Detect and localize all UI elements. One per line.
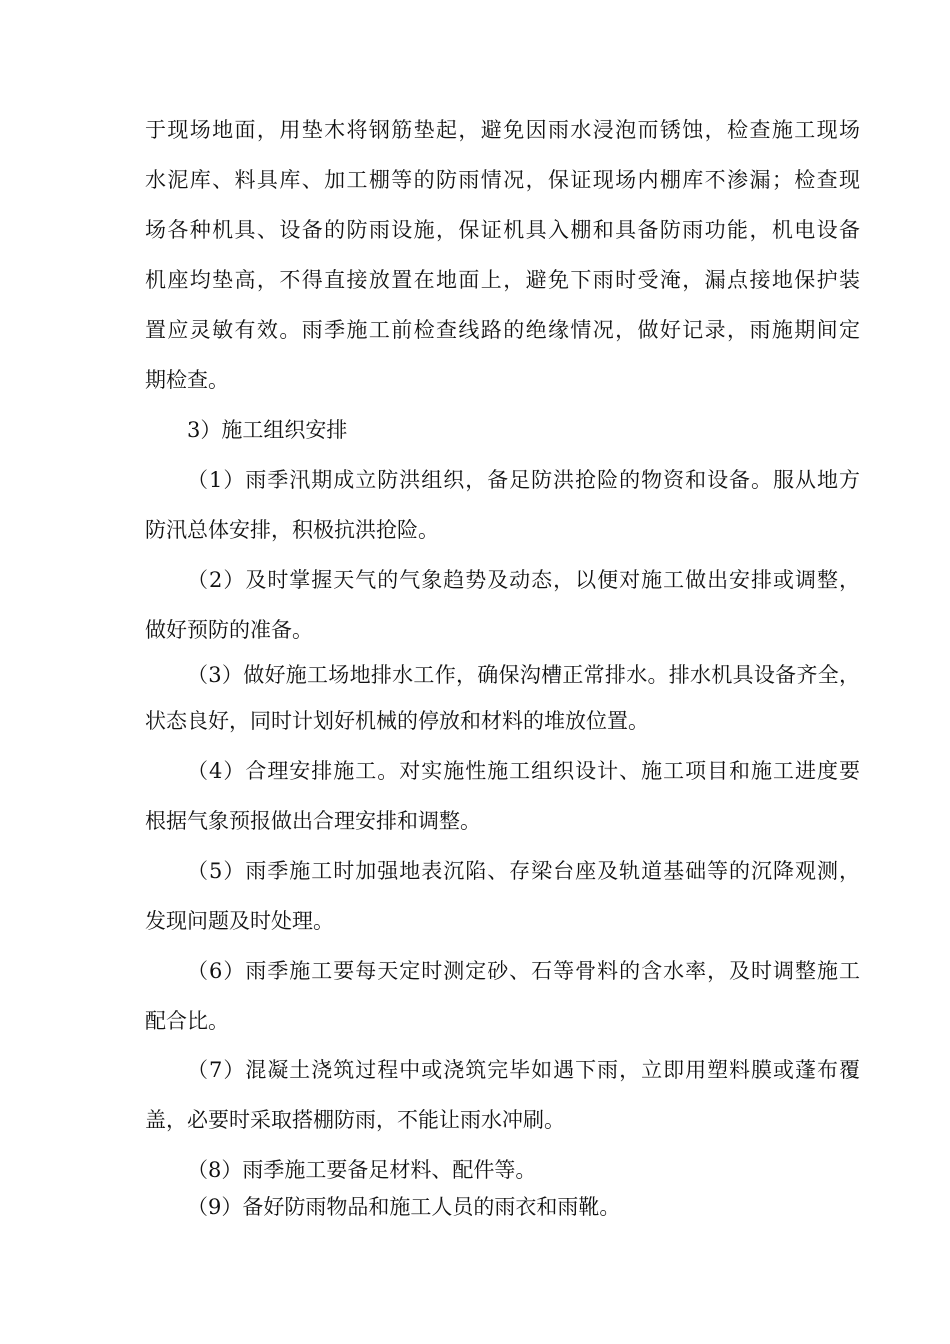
section-heading: 3）施工组织安排 — [187, 418, 348, 442]
text-line: 置应灵敏有效。雨季施工前检查线路的绝缘情况，做好记录，雨施期间定 — [145, 318, 860, 342]
text-line: （5）雨季施工时加强地表沉陷、存梁台座及轨道基础等的沉降观测， — [187, 859, 860, 883]
text-line: （9）备好防雨物品和施工人员的雨衣和雨靴。 — [187, 1195, 621, 1219]
text-line: 防汛总体安排，积极抗洪抢险。 — [145, 518, 439, 542]
text-line: （8）雨季施工要备足材料、配件等。 — [187, 1158, 537, 1182]
text-line: 状态良好，同时计划好机械的停放和材料的堆放位置。 — [145, 709, 649, 733]
text-line: （7）混凝土浇筑过程中或浇筑完毕如遇下雨，立即用塑料膜或蓬布覆 — [187, 1058, 860, 1082]
text-line: 场各种机具、设备的防雨设施，保证机具入棚和具备防雨功能，机电设备 — [145, 218, 860, 242]
text-line: 盖，必要时采取搭棚防雨，不能让雨水冲刷。 — [145, 1108, 565, 1132]
text-line: 机座均垫高，不得直接放置在地面上，避免下雨时受淹，漏点接地保护装 — [145, 268, 860, 292]
text-line: （3）做好施工场地排水工作，确保沟槽正常排水。排水机具设备齐全， — [187, 663, 860, 687]
text-line: （1）雨季汛期成立防洪组织，备足防洪抢险的物资和设备。服从地方 — [187, 468, 860, 492]
text-line: 根据气象预报做出合理安排和调整。 — [145, 809, 481, 833]
text-line: 做好预防的准备。 — [145, 618, 313, 642]
text-line: （6）雨季施工要每天定时测定砂、石等骨料的含水率，及时调整施工 — [187, 959, 860, 983]
text-line: 配合比。 — [145, 1009, 229, 1033]
text-line: 于现场地面，用垫木将钢筋垫起，避免因雨水浸泡而锈蚀，检查施工现场 — [145, 118, 860, 142]
text-line: （2）及时掌握天气的气象趋势及动态，以便对施工做出安排或调整， — [187, 568, 860, 592]
text-line: （4）合理安排施工。对实施性施工组织设计、施工项目和施工进度要 — [187, 759, 860, 783]
text-line: 期检查。 — [145, 368, 229, 392]
text-line: 发现问题及时处理。 — [145, 909, 334, 933]
text-line: 水泥库、料具库、加工棚等的防雨情况，保证现场内棚库不渗漏；检查现 — [145, 168, 860, 192]
